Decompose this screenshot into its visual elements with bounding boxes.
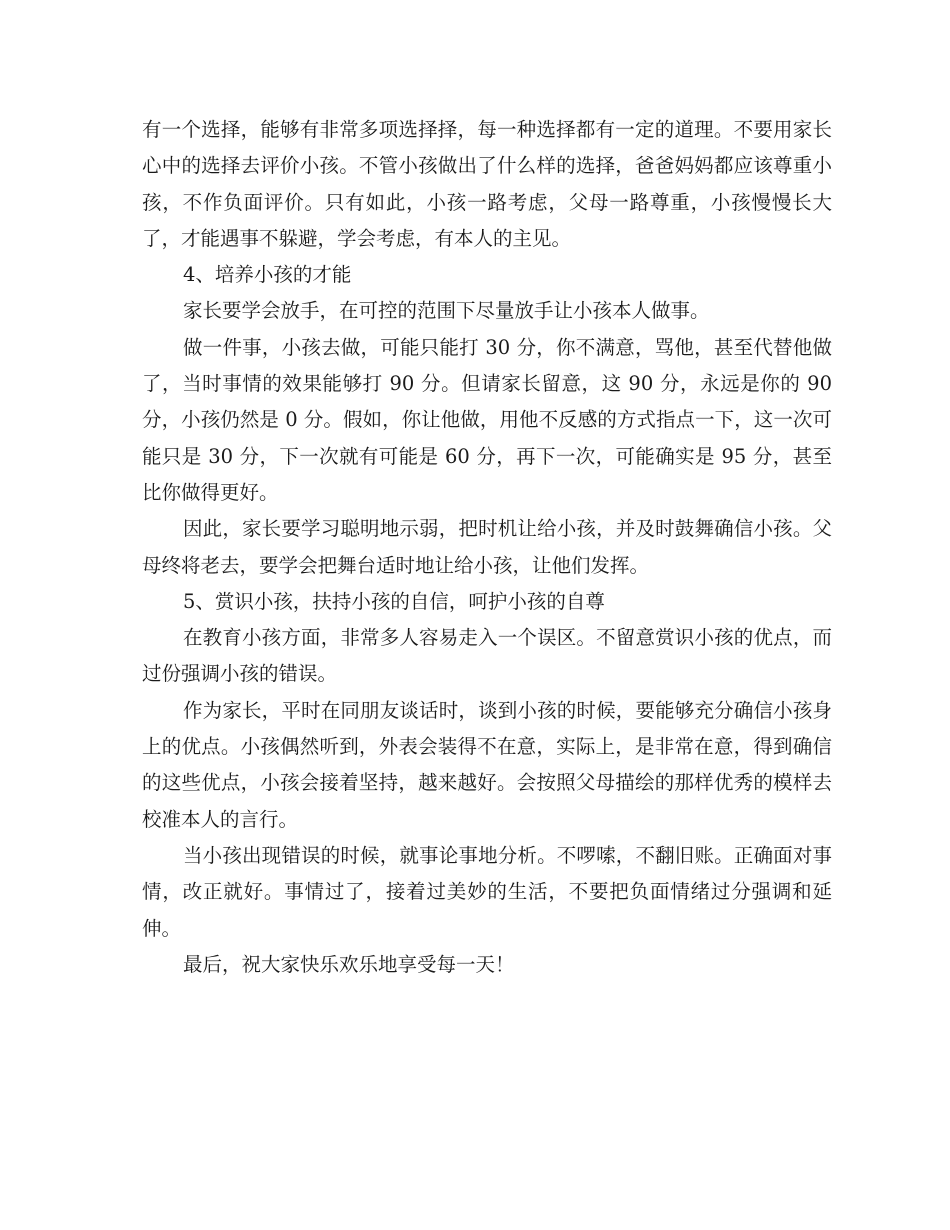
paragraph-misconception: 在教育小孩方面，非常多人容易走入一个误区。不留意赏识小孩的优点，而过份强调小孩的错误。 — [142, 626, 832, 686]
paragraph-show-weakness: 因此，家长要学习聪明地示弱，把时机让给小孩，并及时鼓舞确信小孩。父母终将老去，要学会把舞台适时地让给小孩，让他们发挥。 — [142, 517, 832, 577]
paragraph-affirm-strengths: 作为家长，平时在同朋友谈话时，谈到小孩的时候，要能够充分确信小孩身上的优点。小孩偶然听到，外表会装得不在意，实际上，是非常在意，得到确信的这些优点，小孩会接着坚持，越来越好。会按照父母描绘的那样优秀的模样去校准本人的言行。 — [142, 698, 832, 831]
paragraph-score-example: 做一件事，小孩去做，可能只能打 30 分，你不满意，骂他，甚至代替他做了，当时事情的效果能够打 90 分。但请家长留意，这 90 分，永远是你的 90 分，小孩仍然是 0 分。假如，你让他做，用他不反感的方式指点一下，这一次可能只是 30 分，下一次就有可能是 60 分，再下一次，可能确实是 95 分，甚至比你做得更好。 — [142, 335, 832, 504]
paragraph-handle-mistakes: 当小孩出现错误的时候，就事论事地分析。不啰嗦，不翻旧账。正确面对事情，改正就好。事情过了，接着过美妙的生活，不要把负面情绪过分强调和延伸。 — [142, 843, 832, 940]
heading-appreciate-child: 5、赏识小孩，扶持小孩的自信，呵护小孩的自尊 — [183, 589, 605, 613]
paragraph-let-go: 家长要学会放手，在可控的范围下尽量放手让小孩本人做事。 — [183, 299, 710, 323]
heading-cultivate-ability: 4、培养小孩的才能 — [183, 263, 352, 287]
paragraph-closing: 最后，祝大家快乐欢乐地享受每一天！ — [183, 952, 515, 976]
paragraph-choice-respect: 有一个选择，能够有非常多项选择择，每一种选择都有一定的道理。不要用家长心中的选择去评价小孩。不管小孩做出了什么样的选择，爸爸妈妈都应该尊重小孩，不作负面评价。只有如此，小孩一路考虑，父母一路尊重，小孩慢慢长大了，才能遇事不躲避，学会考虑，有本人的主见。 — [142, 118, 832, 250]
body-text — [142, 112, 832, 983]
